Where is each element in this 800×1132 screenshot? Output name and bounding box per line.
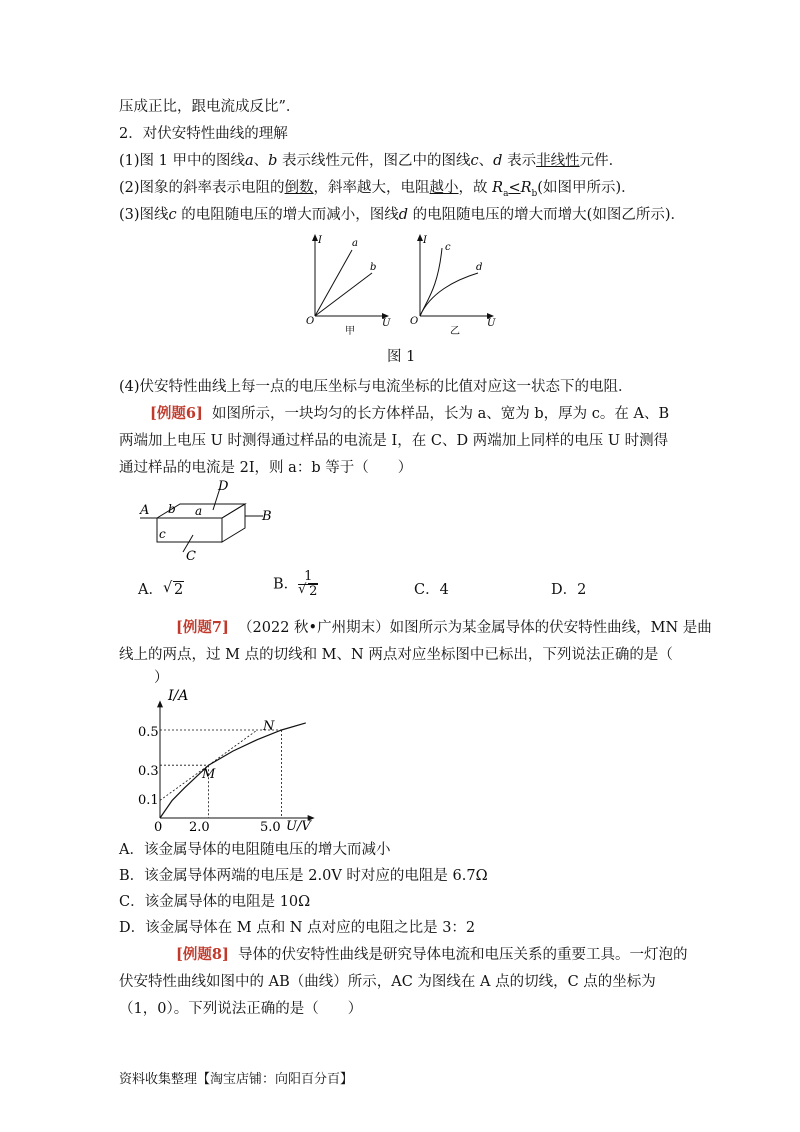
text-line: 压成正比，跟电流成反比”． (119, 99, 301, 115)
example8-line2: 伏安特性曲线如图中的 AB（曲线）所示，AC 为图线在 A 点的切线，C 点的坐标为 (119, 974, 656, 990)
text-line: (4)伏安特性曲线上每一点的电压坐标与电流坐标的比值对应这一状态下的电阻． (119, 379, 633, 395)
x-tick-label: 2.0 (189, 820, 210, 835)
label-i-left: I (318, 235, 322, 246)
figure-caption: 图 1 (387, 349, 416, 365)
example8-line3: （1，0）。下列说法正确的是（ ） (119, 1001, 363, 1017)
text-line (119, 205, 685, 225)
curve-d (420, 273, 478, 316)
example7-option-b: B．该金属导体两端的电压是 2.0V 时对应的电阻是 6.7Ω (119, 868, 488, 884)
iu-chart (130, 680, 330, 840)
example7-option-a: A．该金属导体的电阻随电压的增大而减小 (119, 842, 391, 858)
text: (如图甲所示)． (537, 180, 636, 196)
block-side (222, 504, 245, 542)
text: ，斜率越大，电阻 (313, 180, 430, 196)
numerator: 1 (298, 570, 318, 585)
example8-line1 (176, 945, 688, 965)
label-b: b (370, 262, 377, 273)
option-d: D．2 (551, 582, 587, 598)
text: 表示 (502, 153, 537, 169)
var: c (168, 207, 177, 223)
example7-line1 (176, 618, 712, 638)
line-a (315, 250, 352, 316)
example-tag: [例题7] (176, 619, 229, 636)
text: 的电阻随电压的增大而减小，图线 (176, 207, 399, 223)
text: (1)图 1 甲中的图线 (119, 153, 245, 169)
example-tag: [例题8] (176, 946, 229, 963)
label-o-left: O (306, 316, 315, 327)
section-heading: 2．对伏安特性曲线的理解 (119, 126, 288, 142)
label-c: c (445, 242, 451, 253)
var: c (470, 153, 479, 169)
label-B: B (262, 509, 272, 524)
option-a (138, 578, 184, 599)
text: (3)图线 (119, 207, 169, 223)
example7-option-c: C．该金属导体的电阻是 10Ω (119, 894, 311, 910)
text: 、 (478, 153, 494, 169)
text: 如图所示，一块均匀的长方体样品，长为 a、宽为 b，厚为 c。在 A、B (212, 406, 670, 422)
example6-line2: 两端加上电压 U 时测得通过样品的电流是 I，在 C、D 两端加上同样的电压 U 时测得 (119, 433, 669, 449)
example6-line1 (150, 404, 669, 424)
option-b (273, 570, 318, 599)
block-front (157, 518, 222, 542)
option-c: C．4 (414, 582, 449, 598)
text: 的电阻随电压的增大而增大(如图乙所示)． (408, 207, 685, 223)
underlined-answer: < (508, 180, 521, 196)
line-b (315, 273, 372, 316)
underlined-answer: 倒数 (284, 180, 314, 196)
label-u-right: U (487, 318, 496, 329)
label-C: C (186, 549, 196, 564)
option-label: B． (273, 576, 299, 593)
underlined-answer: 非线性 (536, 153, 580, 169)
label-a-dim: a (195, 504, 203, 518)
y-tick-label: 0.3 (138, 764, 159, 779)
sqrt: √ 2 (162, 580, 184, 598)
curve-c (420, 248, 442, 316)
label-o-right: O (410, 316, 419, 327)
text: 、 (253, 153, 269, 169)
y-axis-label: I/A (168, 688, 189, 704)
label-d: d (476, 262, 483, 273)
var: d (398, 207, 409, 223)
label-i-right: I (423, 235, 427, 246)
radicand: 2 (173, 582, 184, 598)
text-line (119, 151, 623, 171)
example7-line3: ） (154, 670, 169, 686)
label-yi: 乙 (450, 326, 460, 337)
x-axis-label: U/V (286, 819, 311, 834)
var: R (492, 180, 504, 196)
y-tick-label: 0.1 (138, 793, 159, 808)
label-b-dim: b (168, 502, 176, 516)
origin-label: 0 (154, 820, 163, 835)
text: 元件． (579, 153, 624, 169)
fraction (298, 570, 318, 599)
var: R (520, 180, 532, 196)
point-n-label: N (263, 719, 275, 734)
text-line (119, 178, 636, 204)
option-label: A． (138, 582, 163, 598)
y-tick-label: 0.5 (138, 725, 159, 740)
example7-option-d: D．该金属导体在 M 点和 N 点对应的电阻之比是 3：2 (119, 920, 476, 936)
iu-curve (160, 723, 306, 818)
text: （2022 秋•广州期末）如图所示为某金属导体的伏安特性曲线，MN 是曲 (238, 620, 712, 636)
underlined-answer: 越小 (429, 180, 459, 196)
example7-line2: 线上的两点，过 M 点的切线和 M、N 两点对应坐标图中已标出，下列说法正确的是（ (119, 647, 673, 663)
text: 导体的伏安特性曲线是研究导体电流和电压关系的重要工具。一灯泡的 (238, 947, 688, 963)
label-u-left: U (382, 318, 391, 329)
label-D: D (218, 479, 229, 494)
label-A: A (140, 503, 150, 518)
sqrt: √ 2 (298, 582, 318, 599)
text: ，故 (458, 180, 493, 196)
point-m-label: M (202, 767, 216, 782)
var: a (244, 153, 254, 169)
example-tag: [例题6] (150, 405, 203, 422)
var: d (493, 153, 503, 169)
var: b (268, 153, 278, 169)
text: (2)图象的斜率表示电阻的 (119, 180, 285, 196)
x-tick-label: 5.0 (260, 820, 281, 835)
radicand: 2 (309, 584, 318, 599)
subscript: a (503, 188, 509, 199)
subscript: b (531, 188, 538, 199)
figure-1 (290, 228, 510, 338)
example6-figure (135, 480, 285, 562)
label-jia: 甲 (345, 326, 355, 337)
label-a: a (352, 238, 358, 249)
example6-line3: 通过样品的电流是 2I，则 a：b 等于（ ） (119, 460, 413, 476)
label-c-dim: c (159, 527, 166, 541)
text: 表示线性元件，图乙中的图线 (277, 153, 471, 169)
footer: 资料收集整理【淘宝店铺：向阳百分百】 (119, 1072, 354, 1087)
